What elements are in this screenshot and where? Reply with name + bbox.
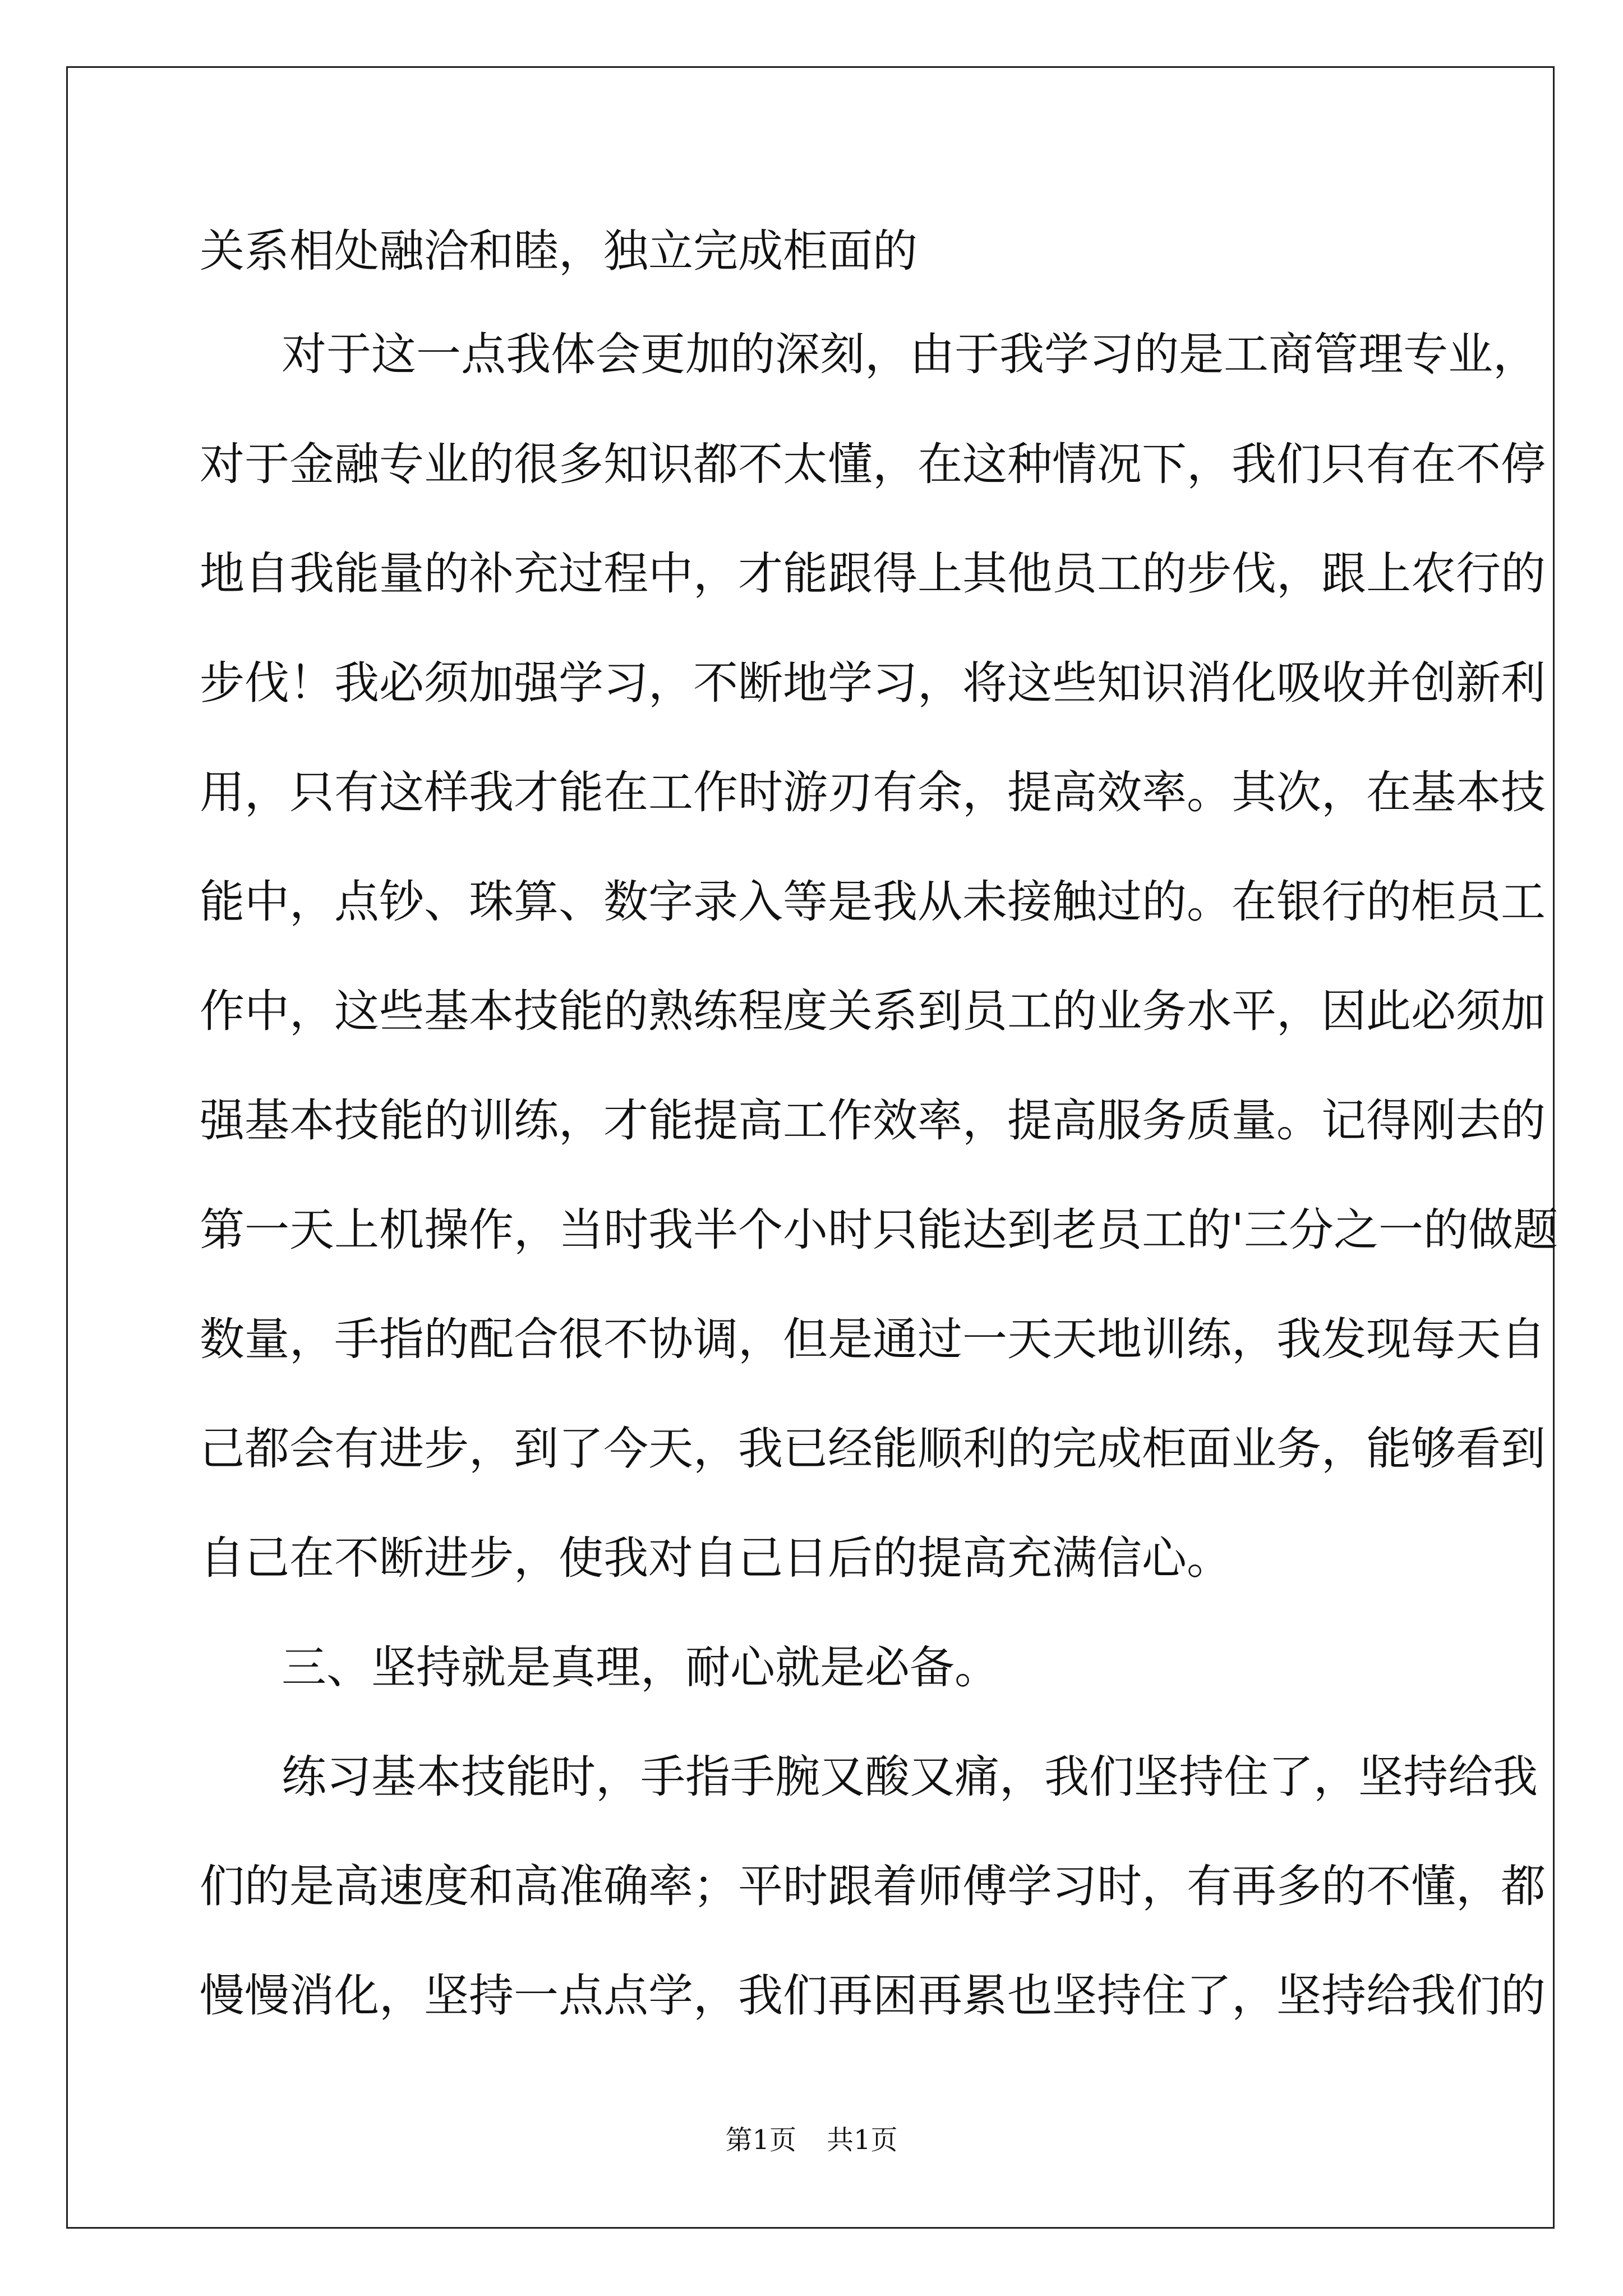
page-total: 共1页 <box>827 2124 898 2156</box>
text-line-8: 作中，这些基本技能的熟练程度关系到员工的业务水平，因此必须加 <box>200 985 1546 1037</box>
text-line-4: 地自我能量的补充过程中，才能跟得上其他员工的步伐，跟上农行的 <box>200 547 1546 600</box>
text-line-5: 步伐！我必须加强学习，不断地学习，将这些知识消化吸收并创新利 <box>200 657 1546 709</box>
text-line-12: 己都会有进步，到了今天，我已经能顺利的完成柜面业务，能够看到 <box>200 1423 1546 1475</box>
page-number: 第1页 <box>725 2124 796 2156</box>
text-line-2: 对于这一点我体会更加的深刻，由于我学习的是工商管理专业， <box>282 328 1538 380</box>
text-line-13: 自己在不断进步，使我对自己日后的提高充满信心。 <box>200 1532 1232 1584</box>
section-heading: 三、坚持就是真理，耐心就是必备。 <box>282 1641 999 1694</box>
text-line-11: 数量，手指的配合很不协调，但是通过一天天地训练，我发现每天自 <box>200 1313 1546 1365</box>
text-line-17: 慢慢消化，坚持一点点学，我们再困再累也坚持住了，坚持给我们的 <box>200 1970 1546 2022</box>
text-line-10: 第一天上机操作，当时我半个小时只能达到老员工的'三分之一的做题 <box>200 1204 1558 1256</box>
page-footer <box>0 2123 1623 2157</box>
text-line-3: 对于金融专业的很多知识都不太懂，在这种情况下，我们只有在不停 <box>200 438 1546 490</box>
text-line-7: 能中，点钞、珠算、数字录入等是我从未接触过的。在银行的柜员工 <box>200 876 1546 928</box>
text-line-1: 关系相处融洽和睦，独立完成柜面的 <box>200 225 917 277</box>
text-line-15: 练习基本技能时，手指手腕又酸又痛，我们坚持住了，坚持给我 <box>282 1751 1538 1803</box>
text-line-9: 强基本技能的训练，才能提高工作效率，提高服务质量。记得刚去的 <box>200 1094 1546 1147</box>
text-line-16: 们的是高速度和高准确率；平时跟着师傅学习时，有再多的不懂，都 <box>200 1860 1546 1912</box>
text-line-6: 用，只有这样我才能在工作时游刃有余，提高效率。其次，在基本技 <box>200 766 1546 818</box>
